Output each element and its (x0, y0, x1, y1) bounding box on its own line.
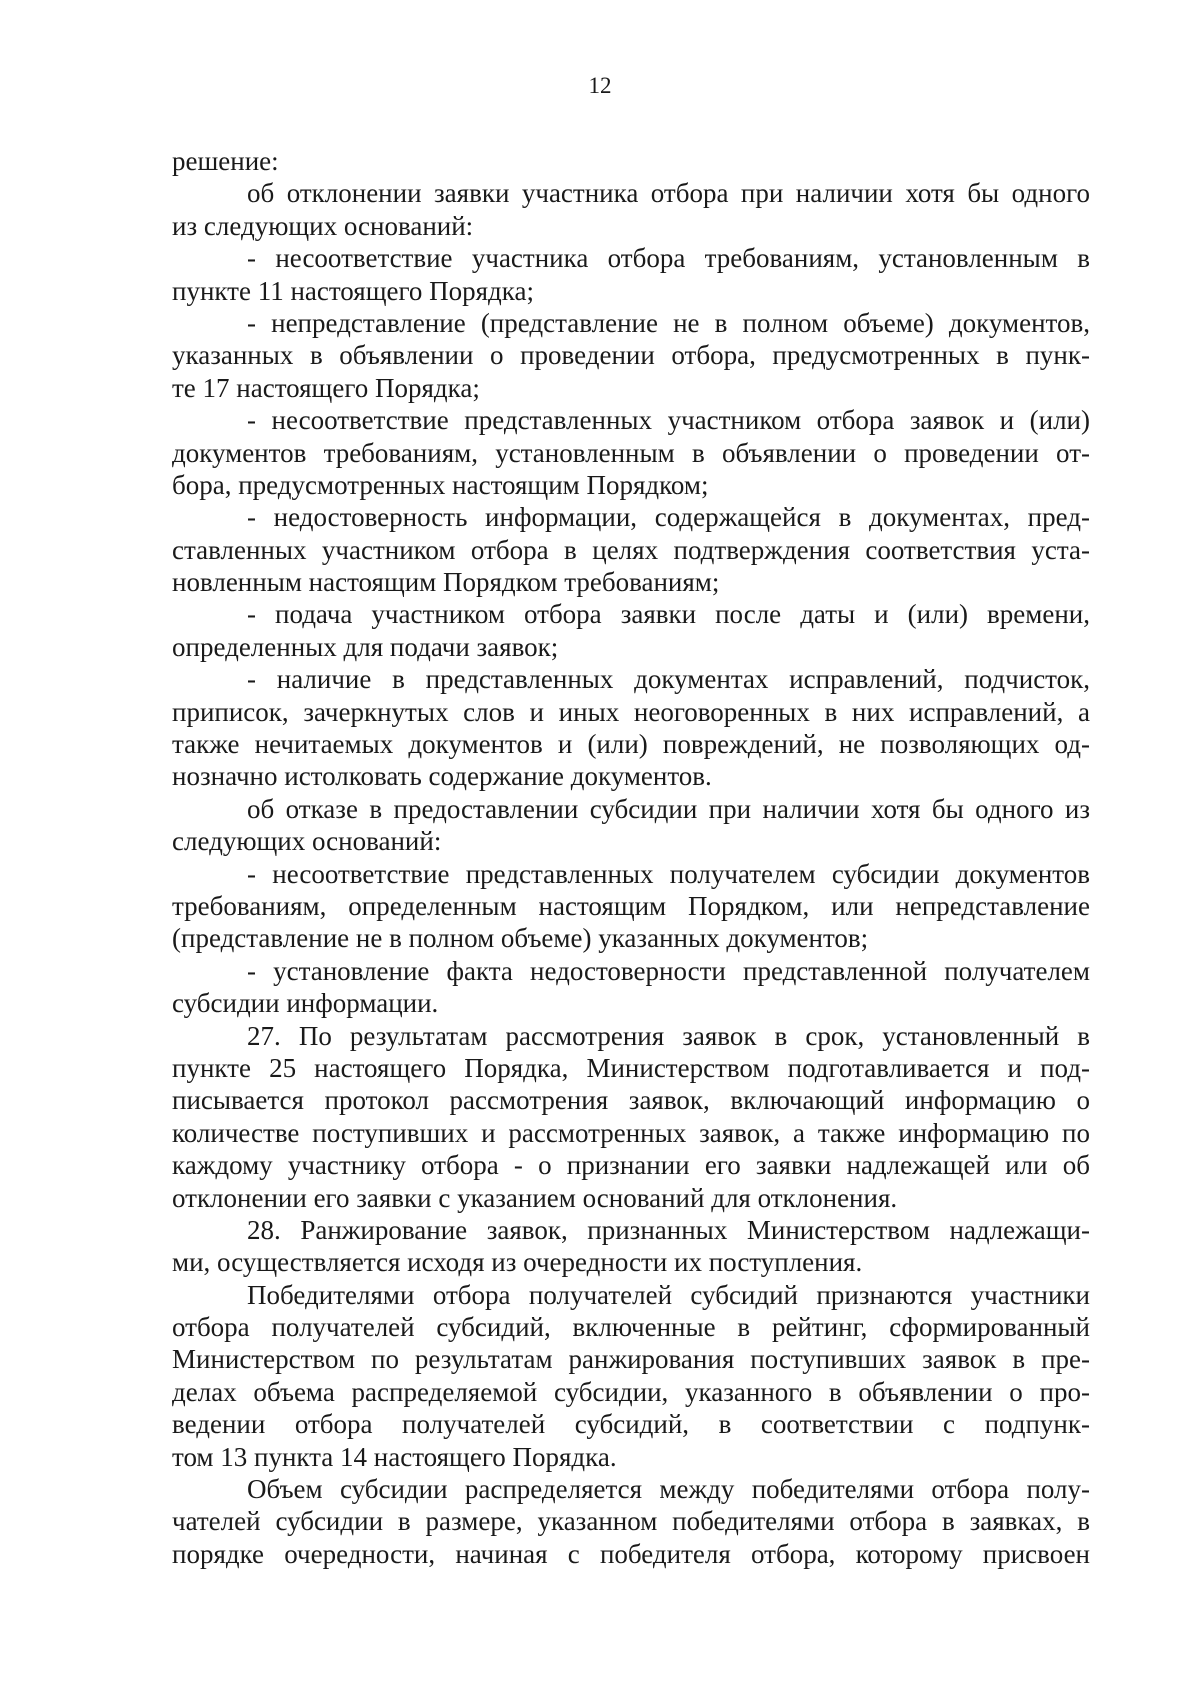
text-line: следующих оснований: (172, 826, 442, 857)
page-number: 12 (588, 73, 612, 98)
text-line: Объем субсидии распределяется между победителями отбора полу- (247, 1474, 1090, 1505)
text-line: - подача участником отбора заявки после даты и (или) времени, (247, 599, 1090, 630)
text-line: указанных в объявлении о проведении отбора, предусмотренных в пунк- (172, 340, 1090, 371)
text-line: субсидии информации. (172, 988, 439, 1019)
text-line: новленным настоящим Порядком требованиям; (172, 567, 720, 598)
text-line: об отказе в предоставлении субсидии при наличии хотя бы одного из (247, 793, 1090, 824)
text-line: - наличие в представленных документах исправлений, подчисток, (247, 664, 1090, 695)
text-line: пункте 25 настоящего Порядка, Министерством подготавливается и под- (172, 1052, 1090, 1083)
text-line: также нечитаемых документов и (или) повреждений, не позволяющих од- (172, 729, 1090, 760)
text-line: - несоответствие представленных получателем субсидии документов (247, 858, 1090, 889)
text-line: из следующих оснований: (172, 210, 474, 241)
text-line: определенных для подачи заявок; (172, 631, 559, 662)
text-line: том 13 пункта 14 настоящего Порядка. (172, 1441, 617, 1472)
text-line: отбора получателей субсидий, включенные в рейтинг, сформированный (172, 1312, 1090, 1343)
text-line: пункте 11 настоящего Порядка; (172, 275, 534, 306)
text-line: - несоответствие участника отбора требованиям, установленным в (247, 243, 1090, 274)
text-line: порядке очередности, начиная с победителя отбора, которому присвоен (172, 1538, 1090, 1569)
text-line: нозначно истолковать содержание документов. (172, 761, 712, 792)
text-line: те 17 настоящего Порядка; (172, 372, 480, 403)
text-line: решение: (172, 146, 279, 176)
text-line: (представление не в полном объеме) указанных документов; (172, 923, 869, 954)
text-line: отклонении его заявки с указанием оснований для отклонения. (172, 1182, 898, 1213)
text-line: количестве поступивших и рассмотренных заявок, а также информацию по (172, 1117, 1090, 1148)
text-line: - несоответствие представленных участником отбора заявок и (или) (247, 405, 1090, 436)
text-line: бора, предусмотренных настоящим Порядком; (172, 469, 709, 500)
text-line: об отклонении заявки участника отбора при наличии хотя бы одного (247, 178, 1090, 209)
text-line: 27. По результатам рассмотрения заявок в срок, установленный в (247, 1020, 1090, 1051)
text-line: Министерством по результатам ранжирования поступивших заявок в пре- (172, 1344, 1090, 1375)
text-line: - недостоверность информации, содержащейся в документах, пред- (247, 502, 1090, 533)
text-line: документов требованиям, установленным в объявлении о проведении от- (172, 437, 1090, 468)
text-line: 28. Ранжирование заявок, признанных Министерством надлежащи- (247, 1214, 1090, 1245)
text-line: - непредставление (представление не в полном объеме) документов, (247, 307, 1090, 338)
text-line: ми, осуществляется исходя из очередности их поступления. (172, 1247, 863, 1278)
document-body (172, 145, 1090, 1570)
text-line: - установление факта недостоверности представленной получателем (247, 955, 1090, 986)
text-line: каждому участнику отбора - о признании его заявки надлежащей или об (172, 1150, 1090, 1181)
text-line: требованиям, определенным настоящим Порядком, или непредставление (172, 890, 1090, 921)
text-line: Победителями отбора получателей субсидий признаются участники (247, 1279, 1090, 1310)
text-line: ведении отбора получателей субсидий, в соответствии с подпунк- (172, 1409, 1090, 1440)
text-line: приписок, зачеркнутых слов и иных неоговоренных в них исправлений, а (172, 696, 1090, 727)
text-line: писывается протокол рассмотрения заявок, включающий информацию о (172, 1085, 1090, 1116)
text-line: чателей субсидии в размере, указанном победителями отбора в заявках, в (172, 1506, 1090, 1537)
text-line: делах объема распределяемой субсидии, указанного в объявлении о про- (172, 1376, 1090, 1407)
text-line: ставленных участником отбора в целях подтверждения соответствия уста- (172, 534, 1090, 565)
